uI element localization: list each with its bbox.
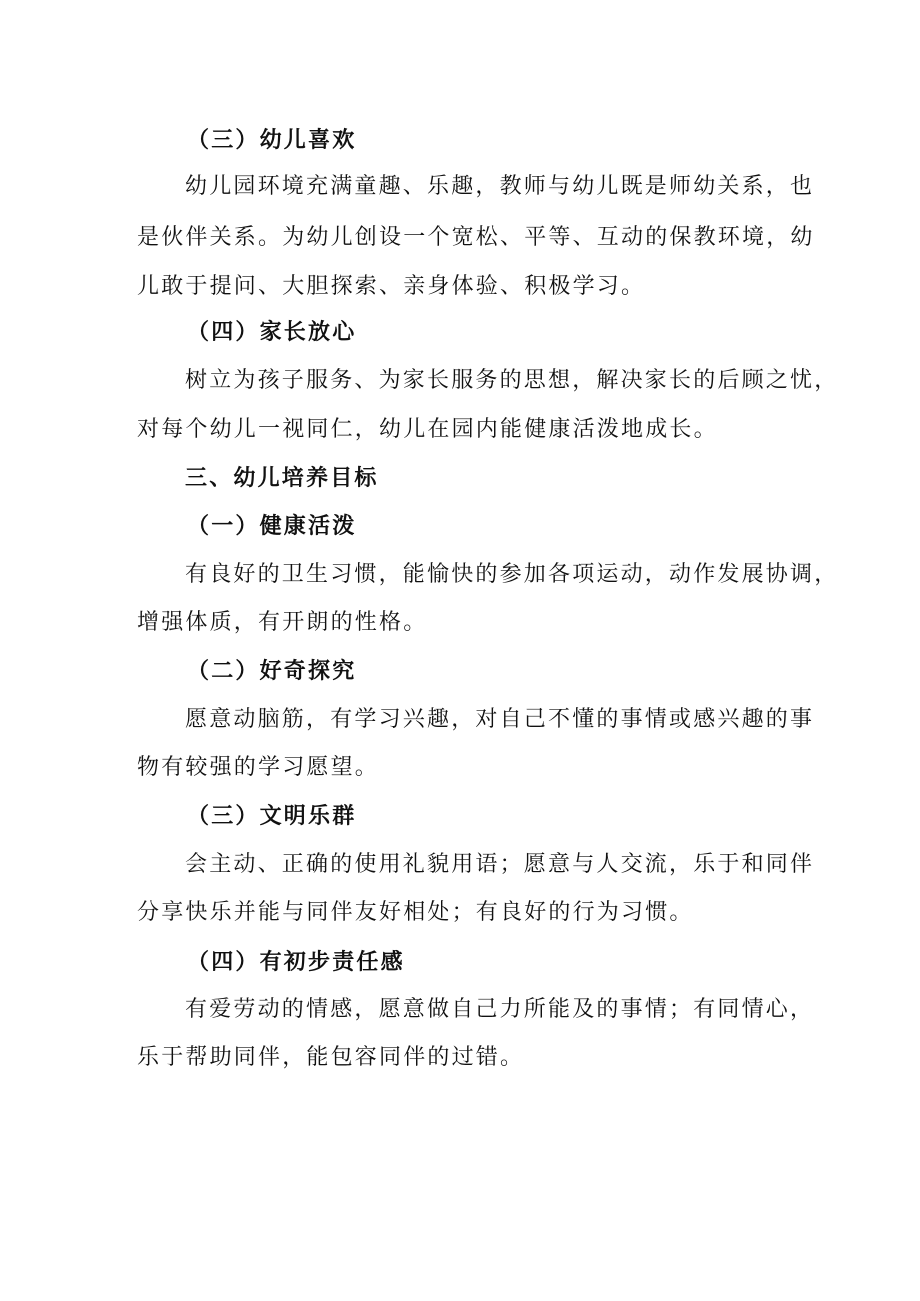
paragraph-line: 有爱劳动的情感，愿意做自己力所能及的事情；有同情心，: [185, 997, 815, 1022]
subsection-heading: （二）好奇探究: [187, 658, 357, 684]
paragraph-line: 幼儿园环境充满童趣、乐趣，教师与幼儿既是师幼关系，也: [185, 174, 815, 199]
paragraph-line: 愿意动脑筋，有学习兴趣，对自己不懂的事情或感兴趣的事: [185, 707, 815, 732]
paragraph-line: 增强体质，有开朗的性格。: [137, 610, 428, 635]
paragraph-line: 会主动、正确的使用礼貌用语；愿意与人交流，乐于和同伴: [185, 852, 815, 877]
paragraph-line: 乐于帮助同伴，能包容同伴的过错。: [137, 1045, 525, 1070]
paragraph-line: 物有较强的学习愿望。: [137, 755, 380, 780]
paragraph-line: 分享快乐并能与同伴友好相处；有良好的行为习惯。: [137, 900, 694, 925]
section-title: 三、幼儿培养目标: [185, 465, 379, 491]
subsection-heading: （四）有初步责任感: [187, 949, 405, 975]
subsection-heading: （四）家长放心: [187, 319, 357, 345]
subsection-heading: （三）幼儿喜欢: [187, 127, 357, 153]
subsection-heading: （一）健康活泼: [187, 513, 357, 539]
paragraph-line: 树立为孩子服务、为家长服务的思想，解决家长的后顾之忧，: [185, 368, 839, 393]
paragraph-line: 是伙伴关系。为幼儿创设一个宽松、平等、互动的保教环境，幼: [137, 225, 815, 250]
paragraph-line: 儿敢于提问、大胆探索、亲身体验、积极学习。: [137, 274, 646, 299]
paragraph-line: 对每个幼儿一视同仁，幼儿在园内能健康活泼地成长。: [137, 417, 718, 442]
paragraph-line: 有良好的卫生习惯，能愉快的参加各项运动，动作发展协调，: [185, 562, 839, 587]
subsection-heading: （三）文明乐群: [187, 803, 357, 829]
